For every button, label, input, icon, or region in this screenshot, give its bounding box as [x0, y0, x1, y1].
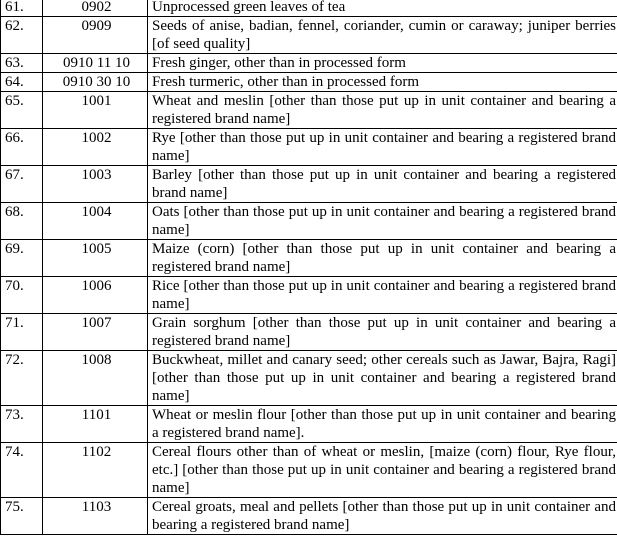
serial-number-cell: 72. [1, 351, 43, 406]
serial-number-cell: 65. [1, 92, 43, 129]
serial-number-cell: 66. [1, 129, 43, 166]
table-row [1, 314, 617, 351]
serial-number-cell: 70. [1, 277, 43, 314]
description-cell: Unprocessed green leaves of tea [148, 0, 617, 17]
tariff-heading-cell: 1003 [43, 166, 148, 203]
table-row [1, 54, 617, 73]
tariff-heading-cell: 1102 [43, 443, 148, 498]
table-row [1, 129, 617, 166]
serial-number-cell: 64. [1, 73, 43, 92]
description-cell: Rye [other than those put up in unit container and bearing a registered brand name] [148, 129, 617, 166]
serial-number-cell: 74. [1, 443, 43, 498]
table-row [1, 0, 617, 17]
tariff-heading-cell: 1001 [43, 92, 148, 129]
description-cell: Rice [other than those put up in unit container and bearing a registered brand name] [148, 277, 617, 314]
table-row [1, 203, 617, 240]
tariff-heading-cell: 1005 [43, 240, 148, 277]
serial-number-cell: 75. [1, 498, 43, 535]
tariff-heading-cell: 1007 [43, 314, 148, 351]
table-row [1, 92, 617, 129]
description-cell: Fresh ginger, other than in processed form [148, 54, 617, 73]
serial-number-cell: 61. [1, 0, 43, 17]
description-cell: Wheat and meslin [other than those put up in unit container and bearing a registered brand name] [148, 92, 617, 129]
table-row [1, 443, 617, 498]
serial-number-cell: 67. [1, 166, 43, 203]
description-cell: Buckwheat, millet and canary seed; other cereals such as Jawar, Bajra, Ragi] [other than those put up in unit container and bearing a registered brand name] [148, 351, 617, 406]
description-cell: Maize (corn) [other than those put up in unit container and bearing a registered brand name] [148, 240, 617, 277]
table-row [1, 240, 617, 277]
description-cell: Grain sorghum [other than those put up in unit container and bearing a registered brand name] [148, 314, 617, 351]
tariff-table-body [1, 0, 617, 535]
tariff-heading-cell: 1004 [43, 203, 148, 240]
tariff-heading-cell: 0910 30 10 [43, 73, 148, 92]
table-row [1, 406, 617, 443]
tariff-heading-cell: 0902 [43, 0, 148, 17]
table-row [1, 498, 617, 535]
serial-number-cell: 68. [1, 203, 43, 240]
tariff-heading-cell: 0910 11 10 [43, 54, 148, 73]
serial-number-cell: 62. [1, 17, 43, 54]
description-cell: Barley [other than those put up in unit container and bearing a registered brand name] [148, 166, 617, 203]
tariff-heading-cell: 1008 [43, 351, 148, 406]
serial-number-cell: 69. [1, 240, 43, 277]
tariff-heading-cell: 1006 [43, 277, 148, 314]
serial-number-cell: 63. [1, 54, 43, 73]
description-cell: Seeds of anise, badian, fennel, coriander, cumin or caraway; juniper berries [of seed quality] [148, 17, 617, 54]
table-row [1, 277, 617, 314]
table-row [1, 17, 617, 54]
tariff-heading-cell: 1002 [43, 129, 148, 166]
serial-number-cell: 73. [1, 406, 43, 443]
description-cell: Oats [other than those put up in unit container and bearing a registered brand name] [148, 203, 617, 240]
table-row [1, 351, 617, 406]
table-row [1, 73, 617, 92]
description-cell: Wheat or meslin flour [other than those put up in unit container and bearing a registered brand name]. [148, 406, 617, 443]
tariff-heading-cell: 1103 [43, 498, 148, 535]
tariff-heading-cell: 0909 [43, 17, 148, 54]
tariff-heading-cell: 1101 [43, 406, 148, 443]
serial-number-cell: 71. [1, 314, 43, 351]
description-cell: Fresh turmeric, other than in processed form [148, 73, 617, 92]
description-cell: Cereal flours other than of wheat or meslin, [maize (corn) flour, Rye flour, etc.] [other than those put up in unit container and bearing a registered brand name] [148, 443, 617, 498]
table-row [1, 166, 617, 203]
description-cell: Cereal groats, meal and pellets [other than those put up in unit container and bearing a registered brand name] [148, 498, 617, 535]
